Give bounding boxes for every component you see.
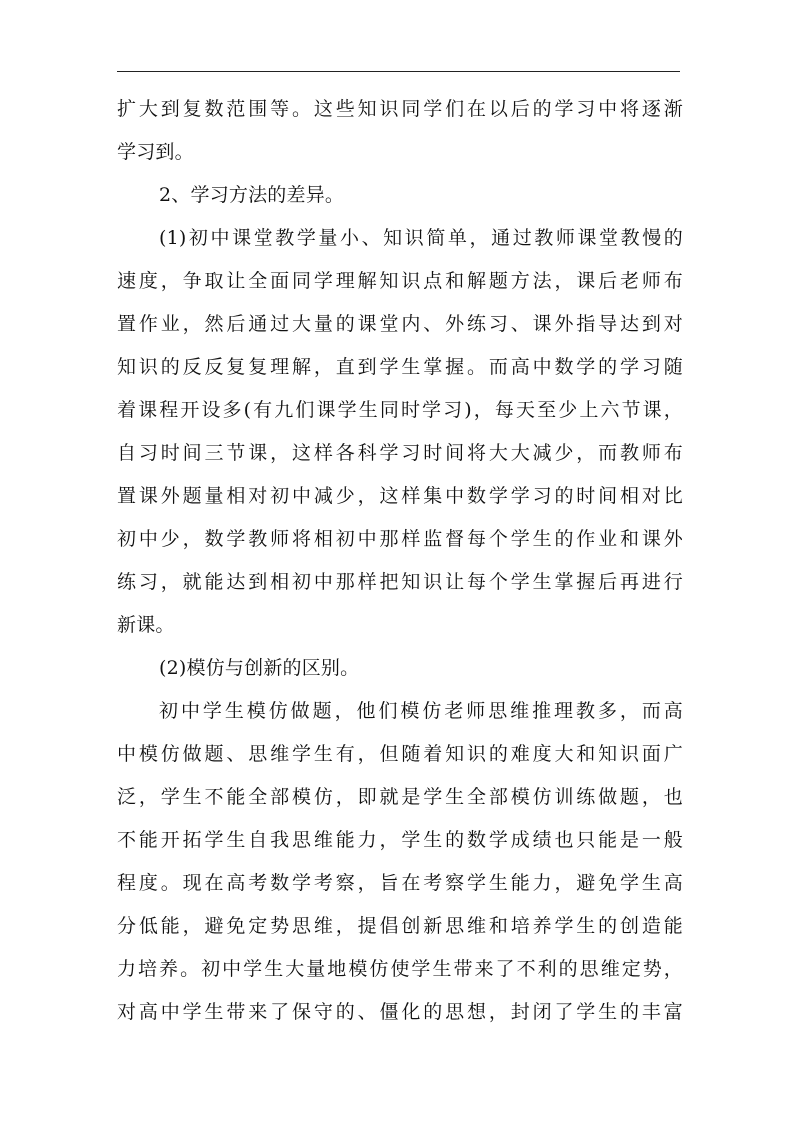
text-line: (1)初中课堂教学量小、知识简单，通过教师课堂教慢的 <box>159 227 683 249</box>
text-line: 对高中学生带来了保守的、僵化的思想，封闭了学生的丰富 <box>117 1001 683 1023</box>
text-line: 着课程开设多(有九们课学生同时学习)，每天至少上六节课， <box>117 399 683 421</box>
text-line: 程度。现在高考数学考察，旨在考察学生能力，避免学生高 <box>117 872 683 894</box>
text-line: 不能开拓学生自我思维能力，学生的数学成绩也只能是一般 <box>117 829 683 851</box>
text-line: 初中少，数学教师将相初中那样监督每个学生的作业和课外 <box>117 528 683 550</box>
section-heading: 2、学习方法的差异。 <box>159 184 345 206</box>
text-line: 泛，学生不能全部模仿，即就是学生全部模仿训练做题，也 <box>117 786 683 808</box>
subsection-heading: (2)模仿与创新的区别。 <box>159 657 360 679</box>
text-line: 分低能，避免定势思维，提倡创新思维和培养学生的创造能 <box>117 915 683 937</box>
document-body <box>117 88 683 1034</box>
text-line: 中模仿做题、思维学生有，但随着知识的难度大和知识面广 <box>117 743 683 765</box>
text-line: 练习，就能达到相初中那样把知识让每个学生掌握后再进行 <box>117 571 683 593</box>
text-line: 知识的反反复复理解，直到学生掌握。而高中数学的学习随 <box>117 356 683 378</box>
text-line: 学习到。 <box>117 141 194 163</box>
text-line: 置课外题量相对初中减少，这样集中数学学习的时间相对比 <box>117 485 683 507</box>
text-line: 力培养。初中学生大量地模仿使学生带来了不利的思维定势， <box>117 958 683 980</box>
header-rule <box>117 71 680 72</box>
text-line: 新课。 <box>117 614 175 636</box>
text-line: 初中学生模仿做题，他们模仿老师思维推理教多，而高 <box>159 700 683 722</box>
text-line: 速度，争取让全面同学理解知识点和解题方法，课后老师布 <box>117 270 683 292</box>
text-line: 自习时间三节课，这样各科学习时间将大大减少，而教师布 <box>117 442 683 464</box>
text-line: 置作业，然后通过大量的课堂内、外练习、课外指导达到对 <box>117 313 683 335</box>
text-line: 扩大到复数范围等。这些知识同学们在以后的学习中将逐渐 <box>117 98 683 120</box>
